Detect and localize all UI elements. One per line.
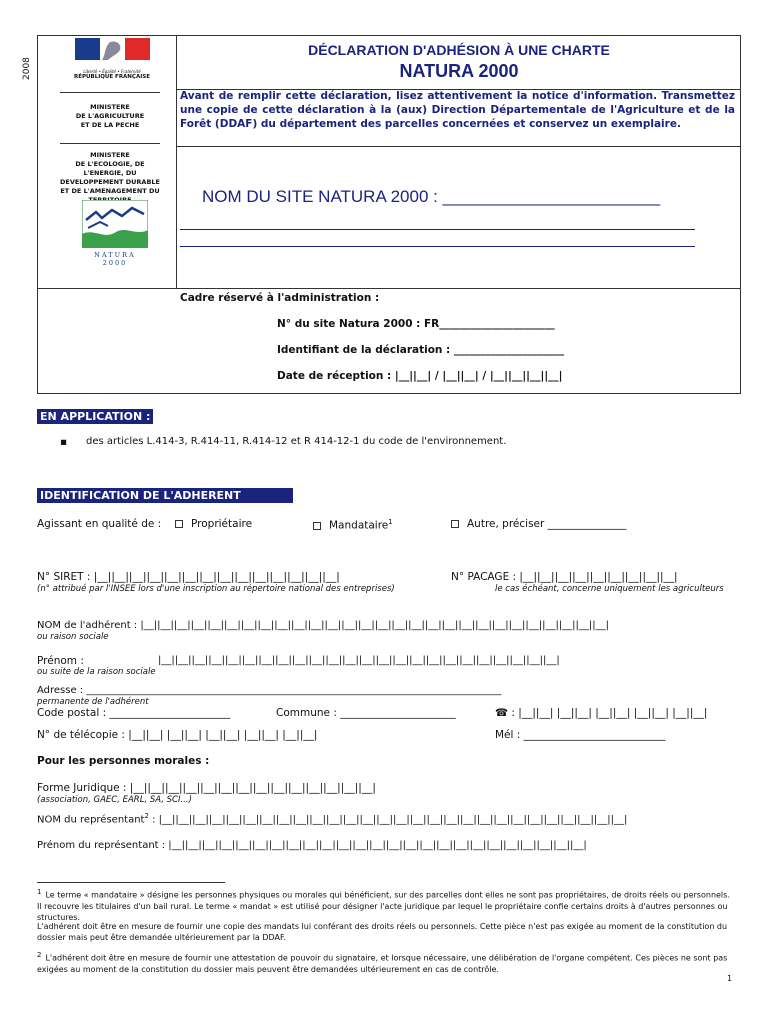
adresse-field[interactable]: Adresse : ___________________________________________________________________________________ — [37, 685, 502, 696]
pacage-field[interactable]: N° PACAGE : |__||__||__||__||__||__||__||__||__| — [451, 571, 678, 583]
siret-note: (n° attribué par l'INSEE lors d'une inscription au répertoire national des entreprises) — [37, 584, 395, 594]
left-divider-2 — [60, 143, 160, 144]
agissant-label: Agissant en qualité de : — [37, 518, 162, 530]
natura-2000-logo — [82, 200, 148, 267]
admin-date-reception[interactable]: Date de réception : |__||__| / |__||__| / |__||__||__||__| — [277, 370, 563, 382]
adresse-note: permanente de l'adhérent — [37, 697, 149, 707]
pacage-note: le cas échéant, concerne uniquement les agriculteurs — [495, 584, 724, 594]
natura-logo-text: NATURA 2000 — [94, 251, 136, 267]
footnote-2 — [37, 950, 735, 975]
site-name-label: NOM DU SITE NATURA 2000 : _______________________ — [202, 187, 661, 206]
mel-field[interactable]: Mél : ___________________________ — [495, 729, 666, 741]
republique-logo — [72, 38, 152, 78]
checkbox-proprietaire[interactable] — [175, 518, 252, 530]
form-title-natura: NATURA 2000 — [399, 61, 519, 81]
prenom-label: Prénom : — [37, 655, 84, 667]
representant-footnote-ref: 2 — [144, 812, 149, 820]
mandataire-label: Mandataire — [329, 519, 389, 532]
left-divider-1 — [60, 92, 160, 93]
prenom-field[interactable]: |__||__||__||__||__||__||__||__||__||__||__||__||__||__||__||__||__||__||__||__||__||__||__||__| — [158, 655, 560, 666]
footnote-2-number: 2 — [37, 951, 42, 959]
form-title-line1: DÉCLARATION D'ADHÉSION À UNE CHARTE — [308, 42, 610, 58]
ministry-ecologie: MINISTERE DE L'ECOLOGIE, DE L'ENERGIE, DU DEVELOPPEMENT DURABLE ET DE L'AMENAGEMENT DU — [60, 151, 161, 195]
telephone-field[interactable]: ☎ : |__||__| |__||__| |__||__| |__||__| |__||__| — [495, 707, 708, 719]
nom-adherent-field[interactable]: NOM de l'adhérent : |__||__||__||__||__||__||__||__||__||__||__||__||__||__||__||__||__||__||__||__||__||__||__||__||__||__||__||__| — [37, 620, 610, 631]
notice-divider — [177, 146, 741, 147]
checkbox-autre[interactable] — [451, 518, 626, 530]
personnes-morales-header: Pour les personnes morales : — [37, 755, 210, 767]
proprietaire-label: Propriétaire — [191, 518, 253, 530]
footnote-2-text: L'adhérent doit être en mesure de fournir une attestation de pouvoir du signataire, et lorsque nécessaire, une délibération de l'organe compétent. Ces pièces ne sont pas exigées au moment de la constitution du dossier mais peuvent être demandées ultérieurement en cas de contrôle. — [37, 953, 728, 974]
representant-boxes: : |__||__||__||__||__||__||__||__||__||__||__||__||__||__||__||__||__||__||__||__||__||__||__||__||__||__||__||__| — [148, 814, 628, 826]
site-name-line-2[interactable] — [180, 229, 695, 230]
mandataire-footnote-ref: 1 — [388, 518, 393, 526]
republique-motto: Liberté • Égalité • Fraternité — [83, 69, 141, 74]
footnote-1 — [37, 887, 735, 923]
representant-field[interactable] — [37, 812, 627, 825]
admin-divider — [37, 288, 741, 289]
prenom-representant-field[interactable]: Prénom du représentant : |__||__||__||__||__||__||__||__||__||__||__||__||__||__||__||__||__||__||__||__||__||__||__||__||__| — [37, 840, 587, 851]
instruction-notice: Avant de remplir cette déclaration, lisez attentivement la notice d'information. Transmettez une copie de cette déclaration à la (aux) Direction Départementale de l'Agriculture et de la Forêt (DDAF) du département des parcelles concernées et conservez un exemplaire. — [180, 90, 735, 130]
page-number: 1 — [727, 974, 733, 983]
admin-site-number[interactable]: N° du site Natura 2000 : FR______________________ — [277, 318, 555, 330]
siret-field[interactable]: N° SIRET : |__||__||__||__||__||__||__||__||__||__||__||__||__||__| — [37, 571, 340, 583]
section-en-application: EN APPLICATION : — [37, 409, 153, 424]
telecopie-field[interactable]: N° de télécopie : |__||__| |__||__| |__||__| |__||__| |__||__| — [37, 729, 318, 741]
autre-label: Autre, préciser _______________ — [467, 518, 627, 530]
form-title-line2 — [177, 61, 741, 82]
bullet-icon: ▪ — [60, 436, 68, 448]
republique-label: RÉPUBLIQUE FRANÇAISE — [74, 74, 150, 80]
footnote-rule — [37, 882, 225, 883]
footnote-1-text: Le terme « mandataire » désigne les personnes physiques ou morales qui bénéficient, sur des parcelles dont elles ne sont pas propriétaires, de droits réels ou personnels. Il recouvre les titulaires d'un bail rural. Le terme « mandat » est utilisé pour désigner l'acte juridique par lequel le propriétaire confie certains droits à d'autres personnes ou structures. — [37, 890, 730, 922]
forme-note: (association, GAEC, EARL, SA, SCI...) — [37, 795, 192, 805]
checkbox-mandataire[interactable] — [313, 518, 393, 532]
admin-identifiant[interactable]: Identifiant de la déclaration : _____________________ — [277, 344, 565, 356]
application-articles: des articles L.414-3, R.414-11, R.414-12 et R 414-12-1 du code de l'environnement. — [86, 436, 507, 447]
code-postal-field[interactable]: Code postal : _______________________ — [37, 707, 231, 719]
checkbox-icon[interactable] — [313, 522, 321, 530]
site-name-line-3[interactable] — [180, 246, 695, 247]
checkbox-icon[interactable] — [451, 520, 459, 528]
commune-field[interactable]: Commune : ______________________ — [276, 707, 456, 719]
natura-birds-icon — [82, 200, 148, 248]
ministry-agriculture: MINISTERE DE L'AGRICULTURE ET DE LA PECHE — [75, 103, 145, 129]
representant-label: NOM du représentant — [37, 814, 145, 826]
section-identification: IDENTIFICATION DE L'ADHERENT — [37, 488, 293, 503]
footnote-1-number: 1 — [37, 888, 42, 896]
checkbox-icon[interactable] — [175, 520, 183, 528]
forme-juridique-field[interactable]: Forme Juridique : |__||__||__||__||__||__||__||__||__||__||__||__||__||__| — [37, 782, 376, 794]
footnote-1b: L'adhérent doit être en mesure de fournir une copie des mandats lui conférant des droits réels ou personnels. Cette pièce n'est pas exigée au moment de la constitution du dossier mais peut être demandée ultérieurement par la DDAF. — [37, 922, 728, 942]
marianne-flag-icon — [72, 38, 152, 66]
prenom-note: ou suite de la raison sociale — [37, 667, 156, 677]
year-label: 2008 — [22, 57, 32, 80]
nom-note: ou raison sociale — [37, 632, 109, 642]
admin-header: Cadre réservé à l'administration : — [180, 292, 380, 304]
